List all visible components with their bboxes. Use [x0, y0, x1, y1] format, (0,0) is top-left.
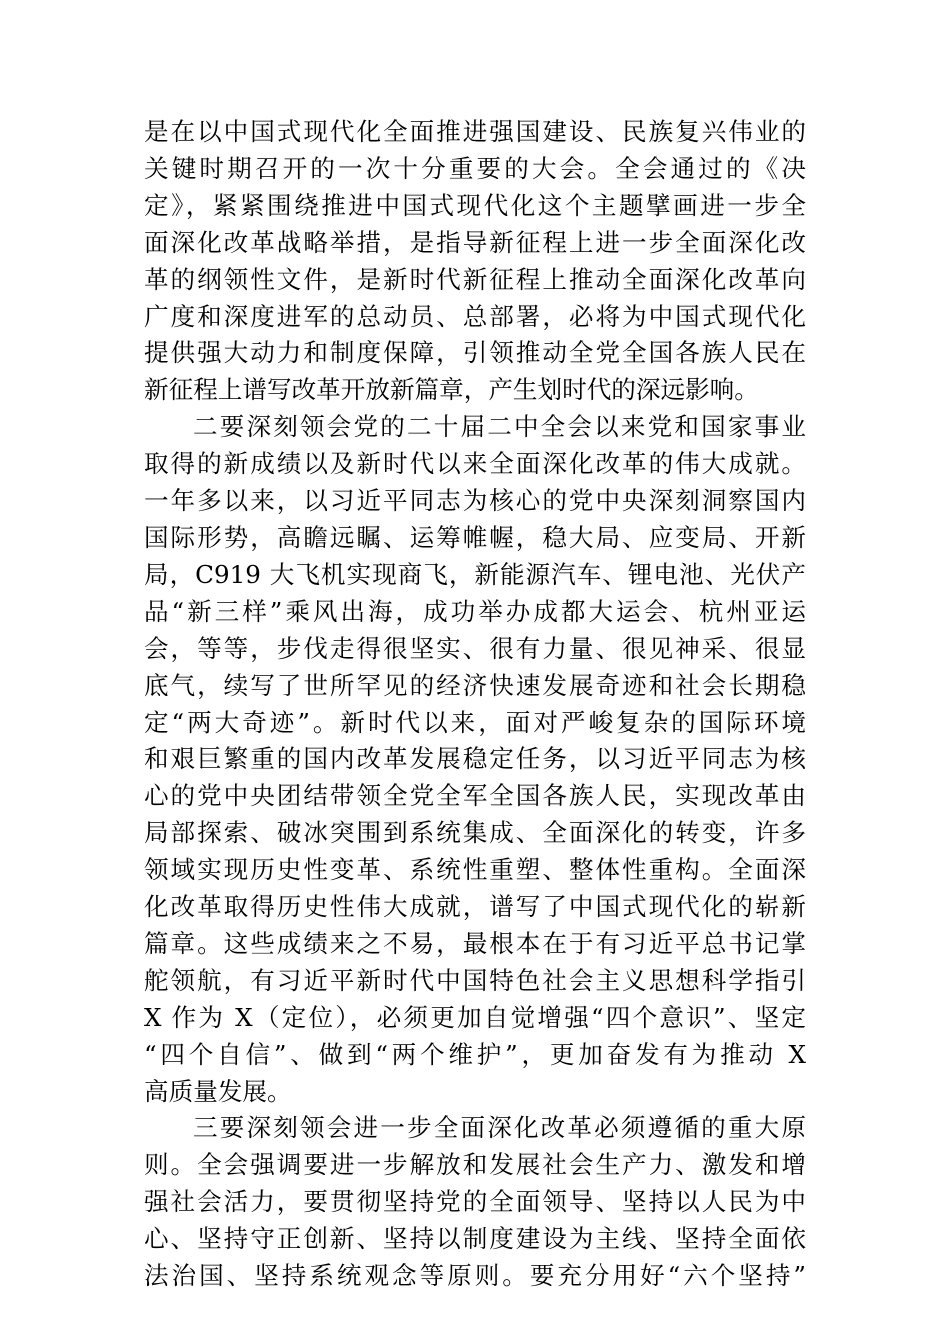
text-line: 会，等等，步伐走得很坚实、很有力量、很见神采、很显 — [144, 633, 806, 663]
text-line: 法治国、坚持系统观念等原则。要充分用好“六个坚持” — [144, 1261, 806, 1291]
text-line: 提供强大动力和制度保障，引领推动全党全国各族人民在 — [144, 338, 806, 368]
text-line: 领域实现历史性变革、系统性重塑、整体性重构。全面深 — [144, 855, 806, 885]
paragraph-3 — [144, 1110, 806, 1295]
text-line: 心的党中央团结带领全党全军全国各族人民，实现改革由 — [144, 781, 806, 811]
text-line: 化改革取得历史性伟大成就，谱写了中国式现代化的崭新 — [144, 892, 806, 922]
text-line: 品“新三样”乘风出海，成功举办成都大运会、杭州亚运 — [144, 596, 806, 626]
text-line: 革的纲领性文件，是新时代新征程上推动全面深化改革向 — [144, 264, 806, 294]
text-line: X 作为 X（定位），必须更加自觉增强“四个意识”、坚定 — [144, 1002, 806, 1032]
paragraph-2 — [144, 409, 806, 1110]
document-body — [144, 114, 806, 1295]
text-line: 则。全会强调要进一步解放和发展社会生产力、激发和增 — [144, 1150, 806, 1180]
text-line: 一年多以来，以习近平同志为核心的党中央深刻洞察国内 — [144, 486, 806, 516]
text-line: 面深化改革战略举措，是指导新征程上进一步全面深化改 — [144, 227, 806, 257]
text-line: 和艰巨繁重的国内改革发展稳定任务，以习近平同志为核 — [144, 744, 806, 774]
text-line: 舵领航，有习近平新时代中国特色社会主义思想科学指引 — [144, 965, 806, 995]
text-line: 关键时期召开的一次十分重要的大会。全会通过的《决 — [144, 153, 806, 183]
text-line: 新征程上谱写改革开放新篇章，产生划时代的深远影响。 — [144, 375, 759, 405]
text-line: 定“两大奇迹”。新时代以来，面对严峻复杂的国际环境 — [144, 707, 806, 737]
text-line: 强社会活力，要贯彻坚持党的全面领导、坚持以人民为中 — [144, 1187, 806, 1217]
text-line: 二要深刻领会党的二十届二中全会以来党和国家事业 — [193, 412, 806, 442]
text-line: 国际形势，高瞻远瞩、运筹帷幄，稳大局、应变局、开新 — [144, 522, 806, 552]
text-line: 高质量发展。 — [144, 1076, 292, 1106]
text-line: “四个自信”、做到“两个维护”，更加奋发有为推动 X — [144, 1039, 806, 1069]
text-line: 心、坚持守正创新、坚持以制度建设为主线、坚持全面依 — [144, 1224, 806, 1254]
text-line: 底气，续写了世所罕见的经济快速发展奇迹和社会长期稳 — [144, 670, 806, 700]
text-line: 局部探索、破冰突围到系统集成、全面深化的转变，许多 — [144, 818, 806, 848]
text-line: 取得的新成绩以及新时代以来全面深化改革的伟大成就。 — [144, 449, 806, 479]
text-line: 定》，紧紧围绕推进中国式现代化这个主题擘画进一步全 — [144, 190, 806, 220]
text-line: 是在以中国式现代化全面推进强国建设、民族复兴伟业的 — [144, 117, 806, 146]
text-line: 广度和深度进军的总动员、总部署，必将为中国式现代化 — [144, 301, 806, 331]
text-line: 三要深刻领会进一步全面深化改革必须遵循的重大原 — [193, 1113, 806, 1143]
paragraph-1 — [144, 114, 806, 409]
text-line: 篇章。这些成绩来之不易，最根本在于有习近平总书记掌 — [144, 928, 806, 958]
text-line: 局，C919 大飞机实现商飞，新能源汽车、锂电池、光伏产 — [144, 559, 806, 589]
